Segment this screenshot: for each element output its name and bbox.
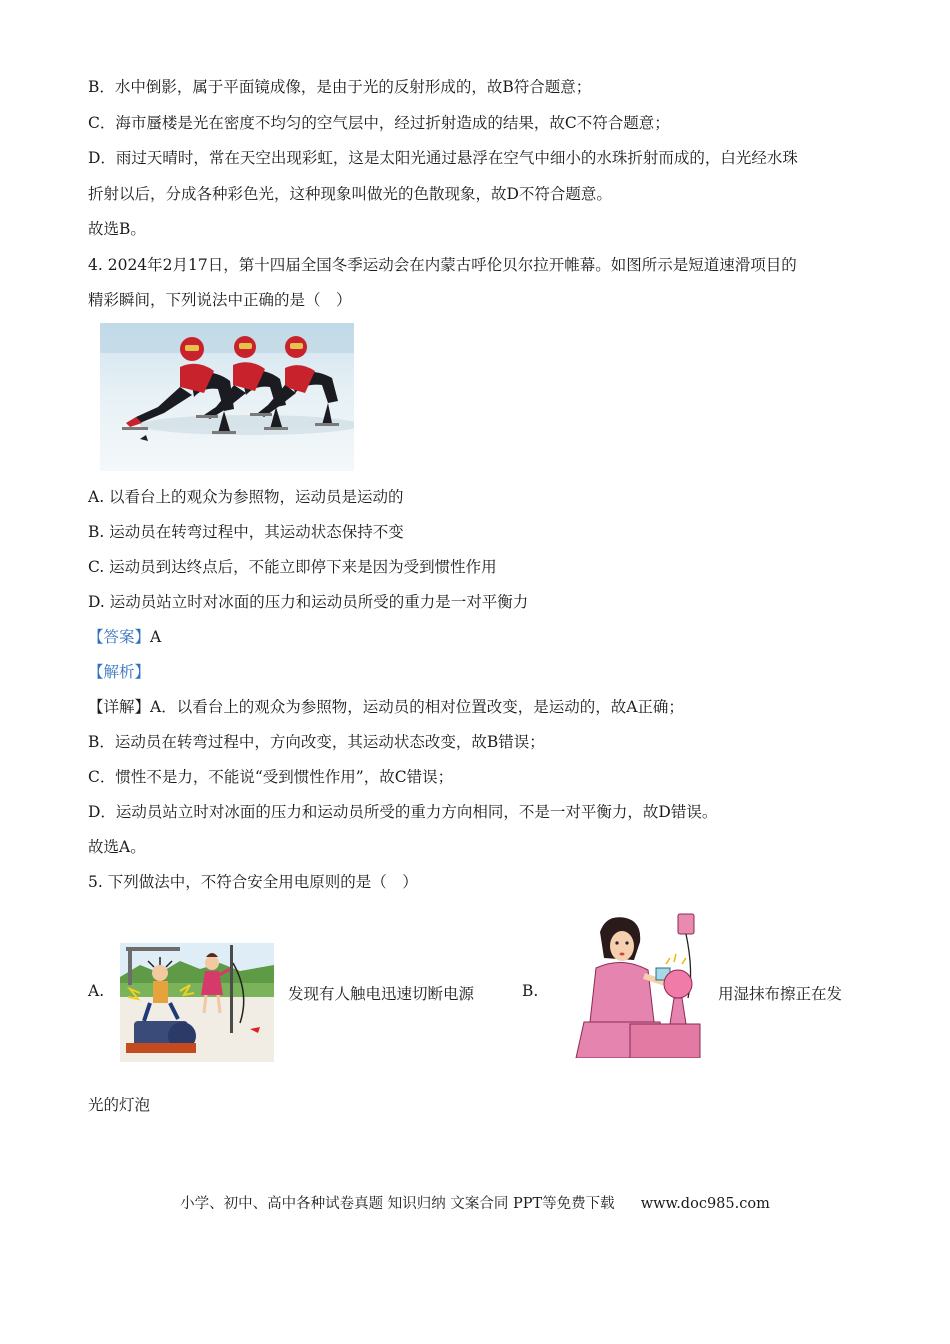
text-line: C．海市蜃楼是光在密度不均匀的空气层中，经过折射造成的结果，故C不符合题意； — [88, 114, 670, 132]
option-b: B. 运动员在转弯过程中，其运动状态保持不变 — [88, 523, 404, 541]
text-line: B．水中倒影，属于平面镜成像，是由于光的反射形成的，故B符合题意； — [88, 78, 592, 96]
footer-site: www.doc985.com — [640, 1196, 770, 1212]
question-5-stem: 5. 下列做法中，不符合安全用电原则的是（ ） — [88, 873, 418, 891]
answer-line — [88, 627, 161, 647]
analysis-line — [88, 662, 150, 682]
option-c: C. 运动员到达终点后，不能立即停下来是因为受到惯性作用 — [88, 558, 497, 576]
speed-skating-image — [100, 323, 354, 471]
detail-d: D．运动员站立时对冰面的压力和运动员所受的重力方向相同，不是一对平衡力，故D错误。 — [88, 803, 718, 821]
detail-c: C．惯性不是力，不能说“受到惯性作用”，故C错误； — [88, 768, 454, 786]
page-footer — [0, 1192, 950, 1213]
footer-text: 小学、初中、高中各种试卷真题 知识归纳 文案合同 PPT等免费下载 — [180, 1196, 615, 1212]
option-a: A. 以看台上的观众为参照物，运动员是运动的 — [88, 488, 404, 506]
text-line: 故选B。 — [88, 220, 146, 238]
answer-label: 【答案】 — [88, 628, 151, 646]
detail-label: 【详解】 — [88, 698, 151, 716]
question-4-stem: 4. 2024年2月17日，第十四届全国冬季运动会在内蒙古呼伦贝尔拉开帷幕。如图所示是短道速滑项目的 — [88, 256, 797, 274]
detail-b: B．运动员在转弯过程中，方向改变，其运动状态改变，故B错误； — [88, 733, 545, 751]
q5-option-a-letter: A. — [88, 982, 105, 1000]
wiping-lamp-image — [570, 912, 704, 1058]
analysis-label: 【解析】 — [88, 663, 151, 681]
electric-shock-image — [120, 943, 274, 1062]
q5-option-b-text: 用湿抹布擦正在发 — [718, 985, 843, 1003]
q5-option-b-letter: B. — [522, 982, 539, 1000]
text-line: 折射以后，分成各种彩色光，这种现象叫做光的色散现象，故D不符合题意。 — [88, 185, 612, 203]
detail-a: A．以看台上的观众为参照物，运动员的相对位置改变，是运动的，故A正确； — [150, 698, 684, 716]
detail-line — [88, 697, 684, 717]
option-d: D. 运动员站立时对冰面的压力和运动员所受的重力是一对平衡力 — [88, 593, 529, 611]
q5-option-b-continued: 光的灯泡 — [88, 1096, 151, 1114]
q5-option-a-text: 发现有人触电迅速切断电源 — [288, 985, 475, 1003]
answer-value: A — [150, 628, 162, 646]
question-4-stem: 精彩瞬间，下列说法中正确的是（ ） — [88, 291, 352, 309]
text-line: D．雨过天晴时，常在天空出现彩虹，这是太阳光通过悬浮在空气中细小的水珠折射而成的，白光经水珠 — [88, 149, 798, 167]
conclusion: 故选A。 — [88, 838, 146, 856]
